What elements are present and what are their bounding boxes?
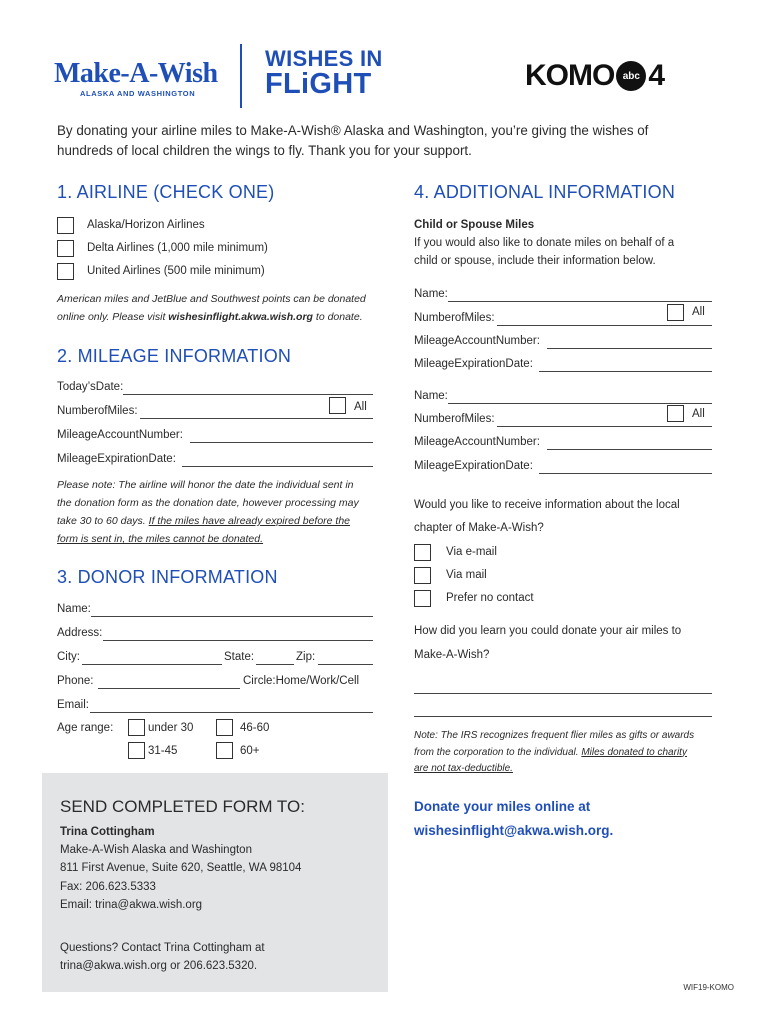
donor-zip-input[interactable]	[318, 664, 373, 665]
send-address: 811 First Avenue, Suite 620, Seattle, WA 98104	[60, 862, 302, 874]
age-31-45-checkbox[interactable]	[128, 742, 145, 759]
mileage-note-line3	[57, 512, 387, 530]
airline-note-post: to donate.	[312, 311, 363, 323]
age-31-45-label: 31-45	[148, 745, 178, 757]
donor-state-label: State:	[224, 651, 255, 663]
mileage-note-line4-u: form is sent in, the miles cannot be donated.	[57, 533, 264, 545]
wif-line1: WISHES IN	[265, 46, 383, 71]
send-org: Make-A-Wish Alaska and Washington	[60, 844, 252, 856]
add2-account-label: MileageAccountNumber:	[414, 436, 540, 448]
irs-note-line2	[414, 745, 724, 762]
info-question-line2: chapter of Make-A-Wish?	[414, 522, 544, 534]
questions-line2: trina@akwa.wish.org or 206.623.5320.	[60, 960, 258, 972]
number-of-miles-input[interactable]	[140, 418, 373, 419]
airline-option-delta: Delta Airlines (1,000 mile minimum)	[87, 242, 268, 254]
logo-divider	[240, 44, 242, 108]
komo-number: 4	[648, 59, 665, 92]
learn-answer-line1[interactable]	[414, 693, 712, 694]
mileage-note-line2: the donation form as the donation date, however processing may	[57, 497, 359, 509]
via-mail-label: Via mail	[446, 569, 487, 581]
add1-name-input[interactable]	[448, 301, 712, 302]
questions-line1: Questions? Contact Trina Cottingham at	[60, 942, 265, 954]
via-email-label: Via e-mail	[446, 546, 497, 558]
child-spouse-desc-line2: child or spouse, include their information below.	[414, 255, 656, 267]
info-question-line1: Would you like to receive information about the local	[414, 499, 680, 511]
airline-note-line2	[57, 308, 387, 326]
no-contact-label: Prefer no contact	[446, 592, 534, 604]
no-contact-checkbox[interactable]	[414, 590, 431, 607]
komo-text: KOMO	[525, 59, 615, 92]
add2-all-checkbox[interactable]	[667, 405, 684, 422]
mileage-note-line1: Please note: The airline will honor the date the individual sent in	[57, 479, 354, 491]
donor-address-label: Address:	[57, 627, 103, 639]
account-number-input[interactable]	[190, 442, 373, 443]
via-email-checkbox[interactable]	[414, 544, 431, 561]
age-range-label: Age range:	[57, 722, 114, 734]
donor-phone-type-circle[interactable]: Circle:Home/Work/Cell	[243, 675, 360, 687]
wif-line2: FLiGHT	[265, 68, 372, 100]
make-a-wish-logo	[54, 58, 224, 98]
add2-miles-input[interactable]	[497, 426, 712, 427]
donate-online-line1: Donate your miles online at	[414, 799, 591, 814]
irs-note-line2-u: Miles donated to charity	[581, 746, 687, 758]
child-spouse-desc-line1: If you would also like to donate miles on behalf of a	[414, 237, 675, 249]
age-60plus-label: 60+	[240, 745, 260, 757]
donor-phone-label: Phone:	[57, 675, 94, 687]
airline-note	[57, 290, 387, 326]
airline-checkbox-delta[interactable]	[57, 240, 74, 257]
wishes-in-flight-logo	[265, 48, 383, 99]
number-of-miles-label: NumberofMiles:	[57, 405, 138, 417]
airline-checkbox-united[interactable]	[57, 263, 74, 280]
irs-note-line3	[414, 761, 724, 778]
learn-answer-line2[interactable]	[414, 716, 712, 717]
add2-expiration-label: MileageExpirationDate:	[414, 460, 533, 472]
learn-question-line1: How did you learn you could donate your air miles to	[414, 625, 682, 637]
irs-note-line2-pre: from the corporation to the individual.	[414, 746, 582, 758]
age-46-60-label: 46-60	[240, 722, 270, 734]
add1-account-label: MileageAccountNumber:	[414, 335, 540, 347]
age-under30-label: under 30	[148, 722, 194, 734]
mileage-note-line4	[57, 530, 387, 548]
age-under30-checkbox[interactable]	[128, 719, 145, 736]
donor-address-input[interactable]	[103, 640, 373, 641]
add2-name-label: Name:	[414, 390, 448, 402]
via-mail-checkbox[interactable]	[414, 567, 431, 584]
add2-name-input[interactable]	[448, 403, 712, 404]
add1-miles-label: NumberofMiles:	[414, 312, 495, 324]
make-a-wish-wordmark: Make-A-Wish	[54, 58, 218, 89]
airline-section-title: 1. AIRLINE (CHECK ONE)	[57, 182, 275, 202]
additional-section-title: 4. ADDITIONAL INFORMATION	[414, 182, 676, 202]
mileage-all-checkbox[interactable]	[329, 397, 346, 414]
donate-online-link[interactable]: wishesinflight@akwa.wish.org.	[414, 823, 614, 838]
donor-city-input[interactable]	[82, 664, 222, 665]
add2-all-label: All	[692, 408, 705, 420]
age-60plus-checkbox[interactable]	[216, 742, 233, 759]
airline-note-link[interactable]: wishesinflight.akwa.wish.org	[168, 311, 313, 323]
todays-date-input[interactable]	[123, 394, 373, 395]
airline-option-alaska: Alaska/Horizon Airlines	[87, 219, 205, 231]
donor-name-input[interactable]	[91, 616, 373, 617]
komo4-logo	[525, 60, 664, 92]
send-contact-name: Trina Cottingham	[60, 826, 155, 838]
learn-question-line2: Make-A-Wish?	[414, 649, 490, 661]
irs-note-line3-u: are not tax-deductible.	[414, 763, 513, 774]
donor-city-label: City:	[57, 651, 80, 663]
add2-expiration-input[interactable]	[539, 473, 712, 474]
add1-miles-input[interactable]	[497, 325, 712, 326]
donor-phone-input[interactable]	[98, 688, 240, 689]
add1-expiration-label: MileageExpirationDate:	[414, 358, 533, 370]
donor-state-input[interactable]	[256, 664, 294, 665]
age-46-60-checkbox[interactable]	[216, 719, 233, 736]
todays-date-label: Today’sDate:	[57, 381, 124, 393]
abc-icon: abc	[616, 61, 646, 91]
add2-miles-label: NumberofMiles:	[414, 413, 495, 425]
donor-zip-label: Zip:	[296, 651, 316, 663]
child-spouse-title: Child or Spouse Miles	[414, 219, 535, 231]
irs-note-line1: Note: The IRS recognizes frequent flier miles as gifts or awards	[414, 730, 695, 741]
airline-option-united: United Airlines (500 mile minimum)	[87, 265, 265, 277]
expiration-date-input[interactable]	[182, 466, 373, 467]
send-email[interactable]: Email: trina@akwa.wish.org	[60, 899, 203, 911]
donor-email-label: Email:	[57, 699, 89, 711]
add2-account-input[interactable]	[547, 449, 712, 450]
airline-note-line1: American miles and JetBlue and Southwest points can be donated	[57, 293, 366, 305]
add1-name-label: Name:	[414, 288, 448, 300]
mileage-section-title: 2. MILEAGE INFORMATION	[57, 346, 292, 366]
mileage-note-line3-pre: take 30 to 60 days.	[57, 515, 149, 527]
account-number-label: MileageAccountNumber:	[57, 429, 183, 441]
add1-all-label: All	[692, 306, 705, 318]
airline-checkbox-alaska[interactable]	[57, 217, 74, 234]
make-a-wish-region: ALASKA AND WASHINGTON	[80, 89, 196, 98]
send-fax: Fax: 206.623.5333	[60, 881, 156, 893]
airline-note-pre: online only. Please visit	[57, 311, 169, 323]
add1-account-input[interactable]	[547, 348, 712, 349]
mileage-note-line3-u: If the miles have already expired before the	[148, 515, 351, 527]
send-box-title: SEND COMPLETED FORM TO:	[60, 797, 305, 816]
add1-all-checkbox[interactable]	[667, 304, 684, 321]
irs-note	[414, 728, 724, 778]
mileage-note	[57, 476, 387, 548]
mileage-all-label: All	[354, 401, 367, 413]
add1-expiration-input[interactable]	[539, 371, 712, 372]
donor-email-input[interactable]	[90, 712, 373, 713]
intro-text: By donating your airline miles to Make-A-Wish® Alaska and Washington, you’re giving the wishes of hundreds of local children the wings to fly. Thank you for your support.	[57, 123, 649, 158]
expiration-date-label: MileageExpirationDate:	[57, 453, 176, 465]
donor-section-title: 3. DONOR INFORMATION	[57, 567, 278, 587]
form-code: WIF19-KOMO	[683, 983, 734, 992]
donor-name-label: Name:	[57, 603, 91, 615]
